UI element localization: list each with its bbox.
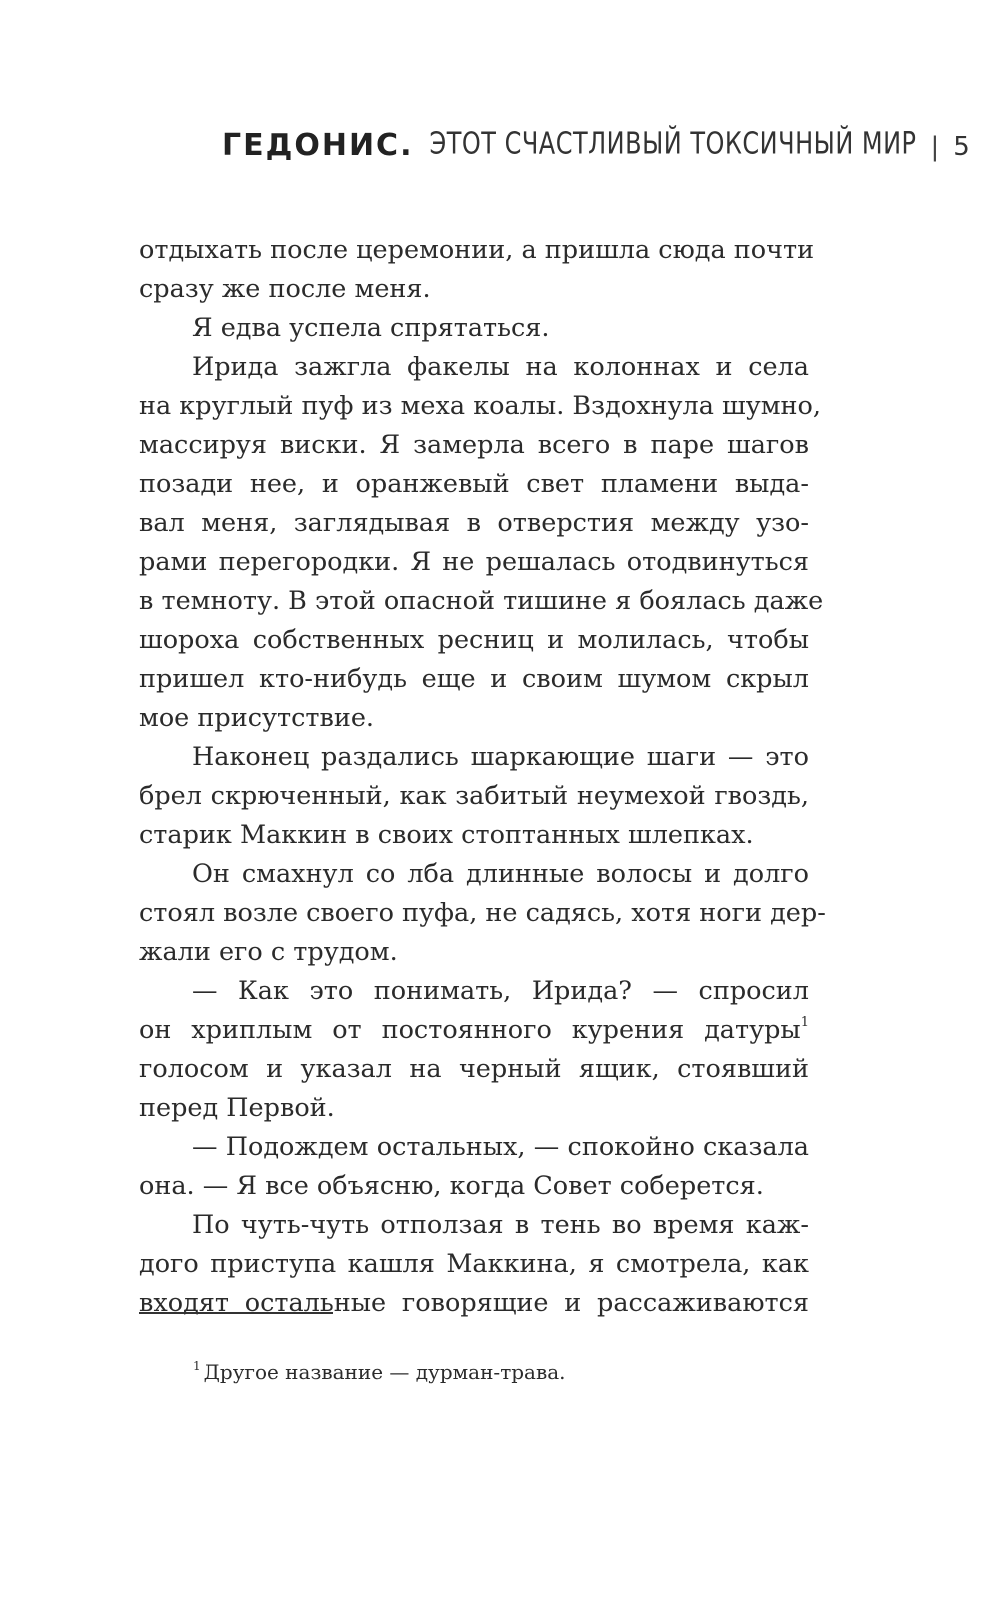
text-line: — Подождем остальных, — спокойно сказала: [192, 1132, 809, 1162]
text-line-content: он хриплым от постоянного курения датуры: [139, 1015, 801, 1045]
text-line: рами перегородки. Я не решалась отодвинуться: [139, 547, 809, 577]
page-number: 5: [953, 132, 970, 162]
paragraph: [139, 348, 824, 738]
text-line: она. — Я все объясню, когда Совет соберется.: [139, 1171, 764, 1201]
text-line: Ирида зажгла факелы на колоннах и села: [192, 352, 809, 382]
paragraph: [139, 738, 809, 855]
body-text: [139, 231, 826, 1323]
book-title: ГЕДОНИС.: [222, 128, 414, 163]
running-head: [222, 126, 970, 172]
text-line: жали его с трудом.: [139, 937, 398, 967]
footnote-ref: 1: [800, 1015, 809, 1030]
footnote: [193, 1360, 566, 1384]
text-line: мое присутствие.: [139, 703, 375, 733]
text-line: стоял возле своего пуфа, не садясь, хотя ноги дер-: [139, 898, 826, 928]
paragraph: [139, 1128, 809, 1206]
footnote-text: Другое название — дурман-трава.: [203, 1360, 566, 1384]
text-line: пришел кто-нибудь еще и своим шумом скрыл: [139, 664, 809, 694]
footnote-rule: [139, 1312, 333, 1314]
text-line: Я едва успела спрятаться.: [192, 313, 550, 343]
text-line: голосом и указал на черный ящик, стоявший: [139, 1054, 809, 1084]
paragraph: [139, 231, 815, 309]
paragraph: [139, 309, 809, 348]
text-line: на круглый пуф из меха коалы. Вздохнула шумно,: [139, 391, 822, 421]
text-line-with-footnote: [139, 1011, 809, 1050]
footnote-marker: 1: [193, 1359, 201, 1373]
text-line: брел скрюченный, как забитый неумехой гвоздь,: [139, 781, 809, 811]
text-line: Наконец раздались шаркающие шаги — это: [192, 742, 809, 772]
text-line: вал меня, заглядывая в отверстия между узо-: [139, 508, 809, 538]
paragraph: [139, 972, 809, 1128]
text-line: сразу же после меня.: [139, 274, 431, 304]
text-line: — Как это понимать, Ирида? — спросил: [192, 976, 809, 1006]
text-line: в темноту. В этой опасной тишине я боялась даже: [139, 586, 824, 616]
text-line: перед Первой.: [139, 1093, 335, 1123]
text-line: входят остальные говорящие и рассаживаются: [139, 1288, 809, 1318]
text-line: старик Маккин в своих стоптанных шлепках.: [139, 820, 754, 850]
text-line: дого приступа кашля Маккина, я смотрела, как: [139, 1249, 809, 1279]
text-line: Он смахнул со лба длинные волосы и долго: [192, 859, 809, 889]
paragraph: [139, 1206, 809, 1323]
header-separator: |: [930, 132, 940, 162]
book-subtitle: ЭТОТ СЧАСТЛИВЫЙ ТОКСИЧНЫЙ МИР: [429, 126, 917, 161]
text-line: отдыхать после церемонии, а пришла сюда почти: [139, 235, 815, 265]
paragraph: [139, 855, 826, 972]
text-line: массируя виски. Я замерла всего в паре шагов: [139, 430, 809, 460]
text-line: По чуть-чуть отползая в тень во время каж-: [192, 1210, 809, 1240]
text-line: шороха собственных ресниц и молилась, чтобы: [139, 625, 809, 655]
text-line: позади нее, и оранжевый свет пламени выда-: [139, 469, 809, 499]
